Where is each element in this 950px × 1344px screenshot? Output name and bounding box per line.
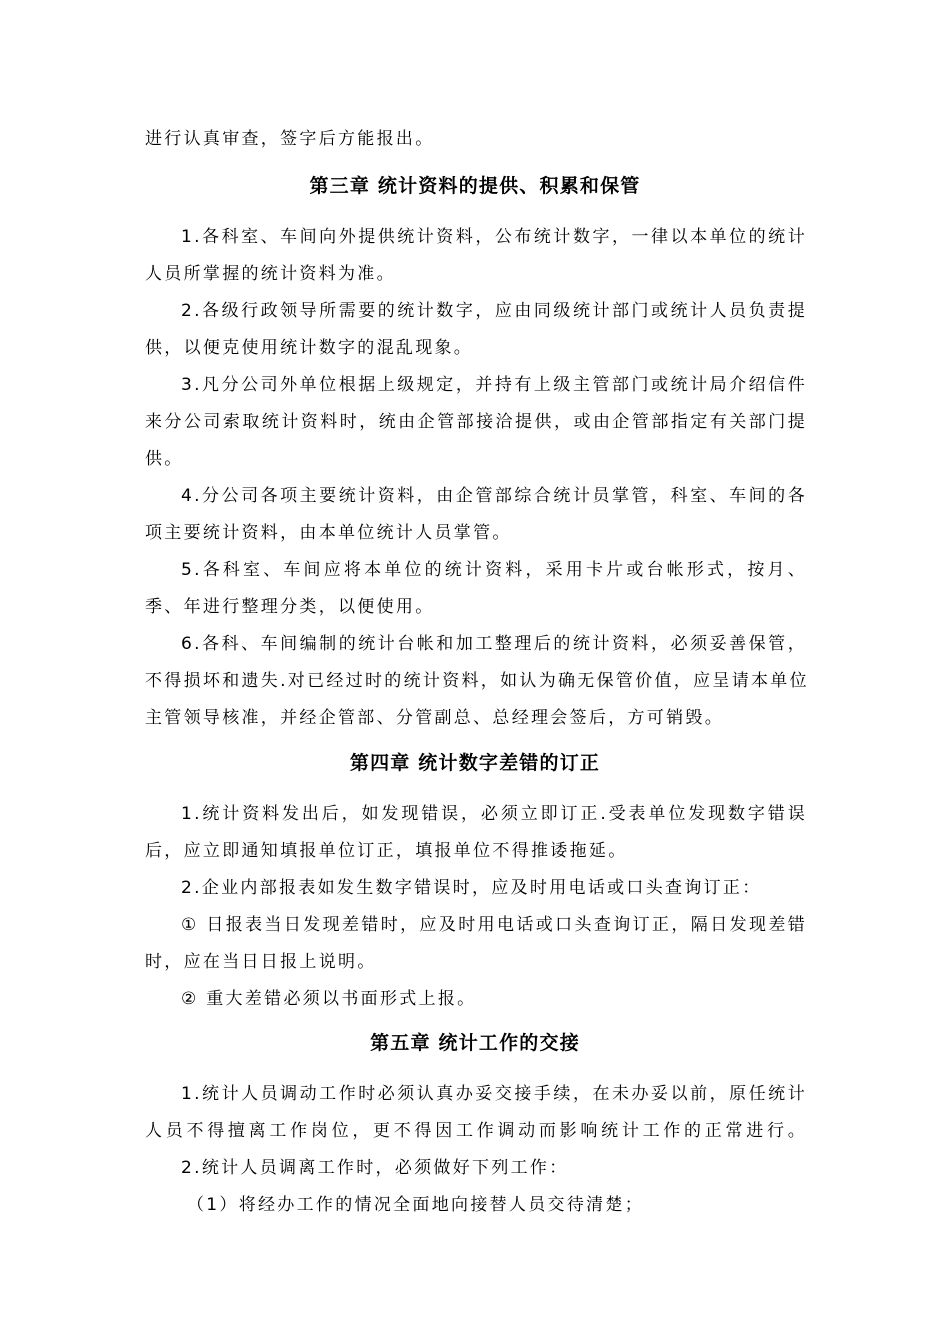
ch3-p6-line1: 6.各科、车间编制的统计台帐和加工整理后的统计资料，必须妥善保管，	[181, 634, 807, 654]
ch5-p1-line1: 1.统计人员调动工作时必须认真办妥交接手续，在未办妥以前，原任统计	[181, 1084, 807, 1104]
ch4-p3-line1: ① 日报表当日发现差错时，应及时用电话或口头查询订正，隔日发现差错	[181, 915, 807, 935]
ch3-p1-line1: 1.各科室、车间向外提供统计资料，公布统计数字，一律以本单位的统计	[181, 227, 807, 247]
ch3-p4-line1: 4.分公司各项主要统计资料，由企管部综合统计员掌管，科室、车间的各	[181, 486, 807, 506]
ch3-p3-line2: 来分公司索取统计资料时，统由企管部接洽提供，或由企管部指定有关部门提	[145, 412, 807, 432]
ch4-p4-line1: ② 重大差错必须以书面形式上报。	[181, 989, 477, 1009]
ch3-p5-line1: 5.各科室、车间应将本单位的统计资料，采用卡片或台帐形式，按月、	[181, 560, 807, 580]
ch3-p5-line2: 季、年进行整理分类，以便使用。	[145, 597, 435, 617]
ch4-p1-line2: 后，应立即通知填报单位订正，填报单位不得推诿拖延。	[145, 841, 628, 861]
ch4-p2-line1: 2.企业内部报表如发生数字错误时，应及时用电话或口头查询订正：	[181, 878, 762, 898]
ch3-p2-line1: 2.各级行政领导所需要的统计数字，应由同级统计部门或统计人员负责提	[181, 301, 807, 321]
ch5-p1-line2: 人员不得擅离工作岗位，更不得因工作调动而影响统计工作的正常进行。	[145, 1121, 807, 1141]
ch3-p3-line1: 3.凡分公司外单位根据上级规定，并持有上级主管部门或统计局介绍信件	[181, 375, 807, 395]
ch3-p6-line3: 主管领导核准，并经企管部、分管副总、总经理会签后，方可销毁。	[145, 708, 724, 728]
chapter3-heading: 第三章 统计资料的提供、积累和保管	[309, 175, 641, 197]
ch3-p1-line2: 人员所掌握的统计资料为准。	[145, 264, 396, 284]
ch3-p4-line2: 项主要统计资料，由本单位统计人员掌管。	[145, 523, 512, 543]
intro-line: 进行认真审查，签字后方能报出。	[145, 129, 435, 149]
ch5-p2-line1: 2.统计人员调离工作时，必须做好下列工作：	[181, 1158, 569, 1178]
ch5-p3-line1: （1）将经办工作的情况全面地向接替人员交待清楚；	[187, 1195, 645, 1215]
ch4-p1-line1: 1.统计资料发出后，如发现错误，必须立即订正.受表单位发现数字错误	[181, 804, 807, 824]
chapter5-heading: 第五章 统计工作的交接	[370, 1032, 580, 1054]
chapter4-heading: 第四章 统计数字差错的订正	[349, 752, 601, 774]
ch4-p3-line2: 时，应在当日日报上说明。	[145, 952, 377, 972]
ch3-p3-line3: 供。	[145, 449, 184, 469]
ch3-p2-line2: 供，以便克使用统计数字的混乱现象。	[145, 338, 474, 358]
ch3-p6-line2: 不得损坏和遗失.对已经过时的统计资料，如认为确无保管价值，应呈请本单位	[145, 671, 809, 691]
